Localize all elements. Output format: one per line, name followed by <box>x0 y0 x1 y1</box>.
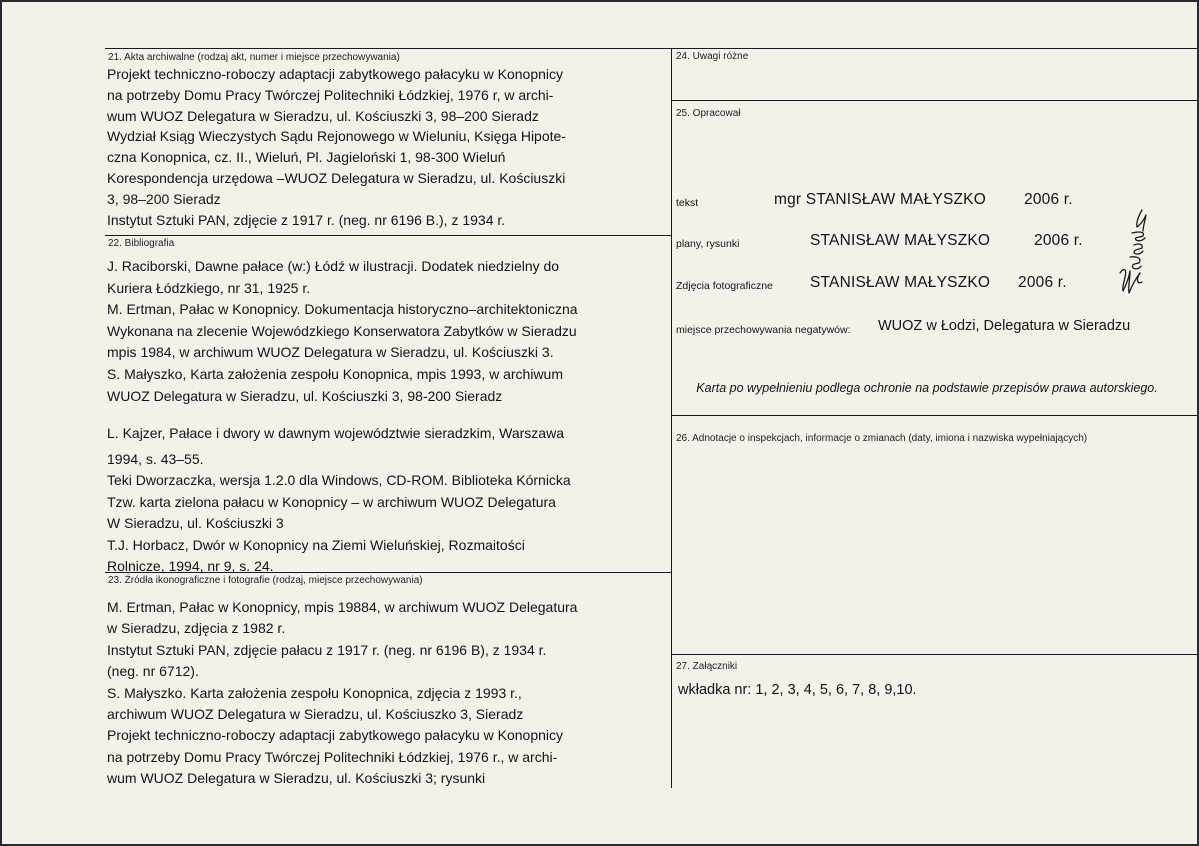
plany-label: plany, rysunki <box>676 238 740 250</box>
tekst-author: mgr STANISŁAW MAŁYSZKO <box>774 191 986 208</box>
section-22-text-c <box>107 470 571 578</box>
section-23-line: M. Ertman, Pałac w Konopnicy, mpis 19884, w archiwum WUOZ Delegatura <box>107 599 578 615</box>
section-23-line: w Sieradzu, zdjęcia z 1982 r. <box>107 620 286 637</box>
section-22-line: mpis 1984, w archiwum WUOZ Delegatura w Sieradzu, ul. Kościuszki 3. <box>107 344 554 361</box>
section-22-line: Tzw. karta zielona pałacu w Konopnicy – w archiwum WUOZ Delegatura <box>107 493 556 510</box>
rule-26-27 <box>671 654 1197 655</box>
zdjecia-author: STANISŁAW MAŁYSZKO <box>810 274 991 291</box>
column-divider <box>671 48 672 788</box>
zdjecia-year: 2006 r. <box>1018 274 1067 291</box>
top-rule <box>105 48 1197 49</box>
tekst-year: 2006 r. <box>1024 191 1073 208</box>
section-23-line: Projekt techniczno-roboczy adaptacji zabytkowego pałacyku w Konopnicy <box>107 727 564 744</box>
section-22-label: 22. Bibliografia <box>108 238 175 249</box>
plany-author: STANISŁAW MAŁYSZKO <box>810 232 991 249</box>
section-26-label: 26. Adnotacje o inspekcjach, informacje o zmianach (daty, imiona i nazwiska wypełniających) <box>676 433 1088 444</box>
section-23-text <box>107 597 577 790</box>
section-22-text-a <box>107 256 578 407</box>
section-22-line: J. Raciborski, Dawne pałace (w:) Łódź w ilustracji. Dodatek niedzielny do <box>107 258 560 274</box>
section-23-line: S. Małyszko. Karta założenia zespołu Konopnica, zdjęcia z 1993 r., <box>107 684 522 701</box>
negatywy-label: miejsce przechowywania negatywów: <box>676 324 851 336</box>
section-21-line: Korespondencja urzędowa –WUOZ Delegatura w Sieradzu, ul. Kościuszki <box>107 169 566 186</box>
section-21-line: 3, 98–200 Sieradz <box>107 190 221 207</box>
section-23-line: archiwum WUOZ Delegatura w Sieradzu, ul. Kościuszko 3, Sieradz <box>107 706 524 723</box>
section-25-label: 25. Opracował <box>676 108 741 119</box>
section-22-line: W Sieradzu, ul. Kościuszki 3 <box>107 515 284 532</box>
record-card <box>2 2 1197 844</box>
section-22-line: Wykonana na zlecenie Wojewódzkiego Konserwatora Zabytków w Sieradzu <box>107 322 577 339</box>
rule-21-22 <box>105 235 671 236</box>
rule-24-25 <box>671 100 1197 101</box>
plany-year: 2006 r. <box>1034 232 1083 249</box>
section-23-line: Instytut Sztuki PAN, zdjęcie pałacu z 1917 r. (neg. nr 6196 B), z 1934 r. <box>107 641 547 658</box>
section-22-line: Rolnicze, 1994, nr 9, s. 24. <box>107 558 274 575</box>
section-21-line: wum WUOZ Delegatura w Sieradzu, ul. Kościuszki 3, 98–200 Sieradz <box>107 107 539 124</box>
section-21-text <box>107 64 566 230</box>
section-21-line: czna Konopnica, cz. II., Wieluń, Pl. Jagieloński 1, 98-300 Wieluń <box>107 149 506 166</box>
section-24-label: 24. Uwagi różne <box>676 51 749 62</box>
section-21-line: Projekt techniczno-roboczy adaptacji zabytkowego pałacyku w Konopnicy <box>107 66 564 82</box>
section-23-line: (neg. nr 6712). <box>107 663 199 680</box>
copyright-notice: Karta po wypełnieniu podlega ochronie na podstawie przepisów prawa autorskiego. <box>696 381 1158 395</box>
section-22-line: M. Ertman, Pałac w Konopnicy. Dokumentacja historyczno–architektoniczna <box>107 301 578 318</box>
section-22-line: WUOZ Delegatura w Sieradzu, ul. Kościuszki 3, 98-200 Sieradz <box>107 387 503 404</box>
tekst-label: tekst <box>676 197 699 209</box>
section-21-label: 21. Akta archiwalne (rodzaj akt, numer i miejsce przechowywania) <box>108 52 400 63</box>
section-21-line: Instytut Sztuki PAN, zdjęcie z 1917 r. (neg. nr 6196 B.), z 1934 r. <box>107 211 506 228</box>
section-22-line: S. Małyszko, Karta założenia zespołu Konopnica, mpis 1993, w archiwum <box>107 365 563 382</box>
rule-25-26 <box>671 415 1197 416</box>
section-23-line: na potrzeby Domu Pracy Twórczej Politechniki Łódzkiej, 1976 r., w archi- <box>107 748 558 765</box>
section-22-line: 1994, s. 43–55. <box>107 451 204 467</box>
section-23-line: wum WUOZ Delegatura w Sieradzu, ul. Kościuszki 3; rysunki <box>107 770 486 787</box>
section-22-line: Kuriera Łódzkiego, nr 31, 1925 r. <box>107 279 311 296</box>
zdjecia-label: Zdjęcia fotograficzne <box>676 280 773 292</box>
handwritten-signature <box>1112 207 1162 297</box>
section-22-line: Teki Dworzaczka, wersja 1.2.0 dla Windows, CD-ROM. Biblioteka Kórnicka <box>107 472 571 488</box>
section-23-label: 23. Źródła ikonograficzne i fotografie (rodzaj, miejsce przechowywania) <box>108 575 423 586</box>
section-22-line: T.J. Horbacz, Dwór w Konopnicy na Ziemi Wieluńskiej, Rozmaitości <box>107 536 525 553</box>
section-21-line: na potrzeby Domu Pracy Twórczej Politechniki Łódzkiej, 1976 r, w archi- <box>107 86 554 103</box>
section-22-text-b <box>107 420 564 472</box>
negatywy-location: WUOZ w Łodzi, Delegatura w Sieradzu <box>878 318 1131 334</box>
section-27-label: 27. Załączniki <box>676 661 738 672</box>
section-22-line: L. Kajzer, Pałace i dwory w dawnym województwie sieradzkim, Warszawa <box>107 425 564 441</box>
attachments-list: wkładka nr: 1, 2, 3, 4, 5, 6, 7, 8, 9,10. <box>678 682 917 698</box>
section-21-line: Wydział Ksiąg Wieczystych Sądu Rejonowego w Wieluniu, Księga Hipote- <box>107 128 566 145</box>
